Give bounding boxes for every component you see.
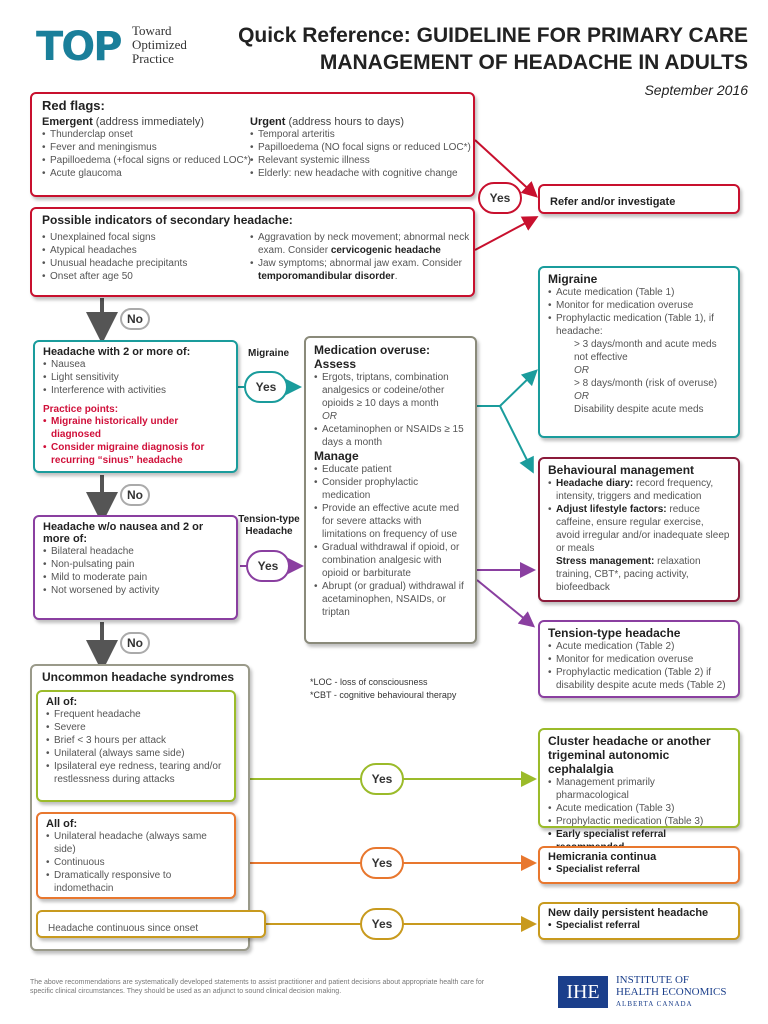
tension-management-box <box>538 620 740 698</box>
diary-term: Headache diary: <box>556 478 634 489</box>
list-item: • Acute medication (Table 2) <box>548 640 730 653</box>
no-pill-1: No <box>120 308 150 330</box>
behavioural-title: Behavioural management <box>548 463 695 477</box>
no-pill-2: No <box>120 484 150 506</box>
overuse-title: Medication overuse: <box>314 343 431 357</box>
overuse-to-tension-arrow <box>477 580 532 625</box>
secondary-headache-box <box>30 207 475 297</box>
logo-line-3: Practice <box>132 51 174 66</box>
list-item: • Papilloedema (+focal signs or reduced LOC*) <box>42 154 257 167</box>
list-item: • Prophylactic medication (Table 1), if headache: <box>548 312 730 338</box>
migraine-label: Migraine <box>248 348 290 359</box>
list-item <box>548 477 730 503</box>
red-flags-box <box>30 92 475 197</box>
lifestyle-term: Adjust lifestyle factors: <box>556 504 667 515</box>
cluster-mgmt-list <box>548 776 730 854</box>
list-item: • Non-pulsating pain <box>43 558 228 571</box>
secondary-item-text: Jaw symptoms; abnormal jaw exam. Consider <box>258 258 462 269</box>
list-item: • Severe <box>46 721 226 734</box>
hemicrania-title: Hemicrania continua <box>548 851 657 863</box>
list-subitem: > 8 days/month (risk of overuse) <box>574 378 718 389</box>
list-item: • Bilateral headache <box>43 545 228 558</box>
list-item: • Mild to moderate pain <box>43 571 228 584</box>
title-line-1: Quick Reference: GUIDELINE FOR PRIMARY CARE <box>238 24 748 47</box>
hemi-all-of: All of: <box>46 818 78 830</box>
list-item: • Acetaminophen or NSAIDs ≥ 15 days a month <box>314 423 467 449</box>
list-item <box>250 231 470 257</box>
urgent-note: (address hours to days) <box>285 116 405 128</box>
list-item: • Management primarily pharmacological <box>548 776 730 802</box>
list-item: • Elderly: new headache with cognitive change <box>250 167 475 180</box>
migraine-yes-pill: Yes <box>244 371 288 403</box>
tension-criteria-box <box>33 515 238 620</box>
behavioural-list <box>548 477 730 594</box>
list-item: • Light sensitivity <box>43 371 228 384</box>
list-item <box>250 257 470 283</box>
cervicogenic-term: cervicogenic headache <box>330 245 441 256</box>
hemicrania-list <box>548 863 730 876</box>
logo-line-1: Toward <box>132 23 172 38</box>
cluster-all-of: All of: <box>46 696 78 708</box>
list-item: • Educate patient <box>314 463 467 476</box>
list-item: • Fever and meningismus <box>42 141 257 154</box>
list-item: • Thunderclap onset <box>42 128 257 141</box>
cluster-criteria-list <box>46 708 226 786</box>
disclaimer: The above recommendations are systematically developed statements to assist practitioner and patient decisions about appropriate health care for specific clinical circumstances. They should be used as an adjunct to sound clinical decision making. <box>30 979 485 995</box>
list-item: • Ergots, triptans, combination analgesics or codeine/other opioids ≥ 10 days a month <box>314 371 467 410</box>
tension-mgmt-title: Tension-type headache <box>548 626 681 640</box>
list-item: • Atypical headaches <box>42 244 242 257</box>
page-title <box>238 22 748 76</box>
tension-mgmt-list <box>548 640 730 692</box>
emergent-label: Emergent <box>42 116 93 128</box>
practice-points-title: Practice points: <box>43 404 119 415</box>
hemicrania-criteria-list <box>46 830 226 895</box>
list-item <box>548 555 730 594</box>
list-item: • Unusual headache precipitants <box>42 257 242 270</box>
secondary-right-list <box>250 231 470 283</box>
tension-yes-pill: Yes <box>246 550 290 582</box>
cluster-criteria-box <box>36 690 236 802</box>
loc-footnote: *LOC - loss of consciousness <box>310 677 428 687</box>
emergent-note: (address immediately) <box>92 116 205 128</box>
ihe-line-1: INSTITUTE OF <box>616 974 690 986</box>
assess-list <box>314 371 467 449</box>
stress-term: Stress management: <box>556 556 655 567</box>
tension-label-2: Headache <box>245 526 293 537</box>
emergent-list <box>42 128 257 180</box>
list-item: • Frequent headache <box>46 708 226 721</box>
hemicrania-management-box <box>538 846 740 884</box>
migraine-criteria-title: Headache with 2 or more of: <box>43 346 191 358</box>
list-item: • Papilloedema (NO focal signs or reduced LOC*) <box>250 141 475 154</box>
lifestyle-text: reduce caffeine, ensure regular exercise, avoid irregular and/or inadequate sleep or meals <box>556 504 730 554</box>
list-item: • Nausea <box>43 358 228 371</box>
migraine-criteria-list <box>43 358 228 397</box>
list-item: • Acute glaucoma <box>42 167 257 180</box>
ihe-line-3: ALBERTA CANADA <box>616 1000 693 1008</box>
no-pill-3: No <box>120 632 150 654</box>
list-item: • Acute medication (Table 1) <box>548 286 730 299</box>
list-item: • Abrupt (or gradual) withdrawal if acetaminophen, NSAIDs, or triptan <box>314 580 467 619</box>
migraine-management-box <box>538 266 740 438</box>
top-logo <box>36 22 236 72</box>
hemicrania-yes-pill: Yes <box>360 847 404 879</box>
stress-text: relaxation training, CBT*, pacing activity, biofeedback <box>556 556 701 593</box>
cluster-yes-pill: Yes <box>360 763 404 795</box>
ndph-yes-pill: Yes <box>360 908 404 940</box>
secondary-arrow <box>475 218 535 250</box>
manage-heading: Manage <box>314 449 359 463</box>
list-item: • Ipsilateral eye redness, tearing and/or restlessness during attacks <box>46 760 226 786</box>
list-item: • Temporal arteritis <box>250 128 475 141</box>
continuous-criteria-box <box>36 910 266 938</box>
ndph-list <box>548 919 730 932</box>
period: . <box>394 271 398 282</box>
migraine-mgmt-title: Migraine <box>548 272 598 286</box>
list-item: • Prophylactic medication (Table 3) <box>548 815 730 828</box>
cluster-mgmt-title: Cluster headache or another trigeminal autonomic cephalalgia <box>548 734 711 776</box>
list-item: • Unilateral headache (always same side) <box>46 830 226 856</box>
migraine-criteria-box <box>33 340 238 473</box>
list-item: • Continuous <box>46 856 226 869</box>
list-item: • Onset after age 50 <box>42 270 242 283</box>
list-item: • Provide an effective acute med for severe attacks with limitations on frequency of use <box>314 502 467 541</box>
overuse-to-behavioural-arrow <box>500 406 532 470</box>
list-item: • Specialist referral <box>548 863 730 876</box>
logo-line-2: Optimized <box>132 37 187 52</box>
tmd-term: temporomandibular disorder <box>258 271 395 282</box>
migraine-mgmt-list <box>548 286 730 416</box>
continuous-text: Headache continuous since onset <box>48 923 199 934</box>
cluster-management-box <box>538 728 740 840</box>
or-text: OR <box>322 411 337 422</box>
practice-points-list <box>43 415 228 467</box>
secondary-title: Possible indicators of secondary headache: <box>42 213 293 227</box>
date: September 2016 <box>644 82 748 98</box>
secondary-item-text: Aggravation by neck movement; abnormal neck exam. Consider <box>258 232 470 256</box>
ihe-line-2: HEALTH ECONOMICS <box>616 986 727 998</box>
medication-overuse-box <box>304 336 477 644</box>
list-item: • Brief < 3 hours per attack <box>46 734 226 747</box>
list-subitem: Disability despite acute meds <box>574 404 704 415</box>
list-item: • Unilateral (always same side) <box>46 747 226 760</box>
footnotes <box>310 676 456 702</box>
list-item: • Acute medication (Table 3) <box>548 802 730 815</box>
title-line-2: MANAGEMENT OF HEADACHE IN ADULTS <box>319 51 748 74</box>
tension-criteria-list <box>43 545 228 597</box>
list-item: • Consider migraine diagnosis for recurring “sinus” headache <box>43 441 228 467</box>
tension-label-1: Tension-type <box>238 514 300 525</box>
list-item: • Relevant systemic illness <box>250 154 475 167</box>
list-item: • Specialist referral <box>548 919 730 932</box>
list-item: • Migraine historically under diagnosed <box>43 415 228 441</box>
ndph-title: New daily persistent headache <box>548 907 709 919</box>
uncommon-title: Uncommon headache syndromes <box>42 670 235 684</box>
list-item <box>548 503 730 555</box>
ndph-management-box <box>538 902 740 940</box>
hemicrania-criteria-box <box>36 812 236 899</box>
red-flags-title: Red flags: <box>42 98 105 113</box>
manage-list <box>314 463 467 619</box>
list-item: • Prophylactic medication (Table 2) if disability despite acute meds (Table 2) <box>548 666 730 692</box>
behavioural-management-box <box>538 457 740 602</box>
or-text: OR <box>574 365 589 376</box>
diary-text: record frequency, intensity, triggers and medication <box>556 478 714 502</box>
ihe-mark: IHE <box>558 976 608 1008</box>
secondary-left-list <box>42 231 242 283</box>
list-item: • Not worsened by activity <box>43 584 228 597</box>
overuse-to-migraine-arrow <box>477 372 535 406</box>
cbt-footnote: *CBT - cognitive behavioural therapy <box>310 690 457 700</box>
list-subitem: > 3 days/month and acute meds not effective <box>574 339 717 363</box>
list-item: • Interference with activities <box>43 384 228 397</box>
list-item: • Unexplained focal signs <box>42 231 242 244</box>
tension-label <box>238 514 300 538</box>
red-flags-yes-pill: Yes <box>478 182 522 214</box>
refer-text: Refer and/or investigate <box>550 196 676 208</box>
list-item: • Monitor for medication overuse <box>548 299 730 312</box>
top-logo-mark: TOP <box>36 24 121 70</box>
ihe-logo <box>558 974 748 1014</box>
refer-box <box>538 184 740 214</box>
assess-heading: Assess <box>314 357 357 371</box>
list-item: • Dramatically responsive to indomethacin <box>46 869 226 895</box>
urgent-list <box>250 128 475 180</box>
list-item: • Monitor for medication overuse <box>548 653 730 666</box>
tension-criteria-title: Headache w/o nausea and 2 or more of: <box>43 521 204 545</box>
or-text: OR <box>574 391 589 402</box>
list-item: • Gradual withdrawal if opioid, or combination analgesic with opioid or barbiturate <box>314 541 467 580</box>
list-item: • Consider prophylactic medication <box>314 476 467 502</box>
urgent-label: Urgent <box>250 116 286 128</box>
list-item: • Early specialist referral <box>548 828 730 854</box>
